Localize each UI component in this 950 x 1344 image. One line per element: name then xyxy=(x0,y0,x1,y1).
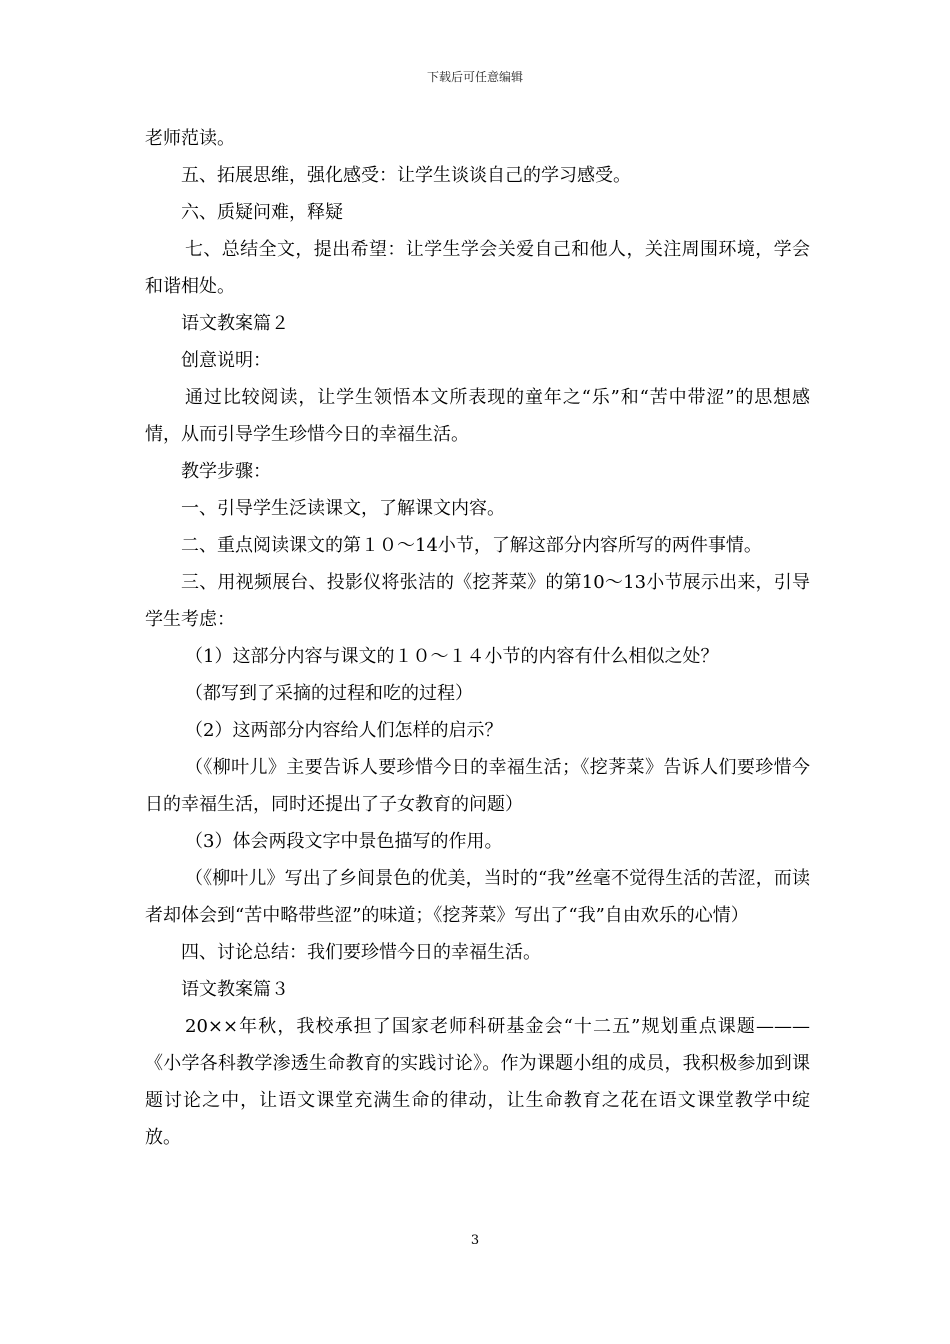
paragraph-section-3-text: 20××年秋，我校承担了国家老师科研基金会“十二五”规划重点课题———《小学各科教学渗透生命教育的实践讨论》。作为课题小组的成员，我积极参加到课题讨论之中，让语文课堂充满生命的律动，让生命教育之花在语文课堂教学中绽放。 xyxy=(145,1016,810,1148)
paragraph-creative-label: 创意说明： xyxy=(181,350,271,371)
page-number: 3 xyxy=(470,1233,480,1248)
section-heading-3: 语文教案篇３ xyxy=(181,979,289,1000)
paragraph-step-7: 七、总结全文，提出希望：让学生学会关爱自己和他人，关注周围环境，学会和谐相处。 xyxy=(145,239,810,297)
paragraph-step-4: 四、讨论总结：我们要珍惜今日的幸福生活。 xyxy=(181,942,541,963)
paragraph-answer-2: （《柳叶儿》主要告诉人要珍惜今日的幸福生活；《挖荠菜》告诉人们要珍惜今日的幸福生活，同时还提出了子女教育的问题） xyxy=(145,757,810,815)
paragraph-step-5: 五、拓展思维，强化感受：让学生谈谈自己的学习感受。 xyxy=(181,165,631,186)
paragraph-step-3: 三、用视频展台、投影仪将张洁的《挖荠菜》的第10～13小节展示出来，引导学生考虑： xyxy=(145,572,810,630)
paragraph-answer-3: （《柳叶儿》写出了乡间景色的优美，当时的“我”丝毫不觉得生活的苦涩，而读者却体会到“苦中略带些涩”的味道；《挖荠菜》写出了“我”自由欢乐的心情） xyxy=(145,868,810,926)
paragraph-answer-1: （都写到了采摘的过程和吃的过程） xyxy=(185,683,473,704)
paragraph-step-1: 一、引导学生泛读课文，了解课文内容。 xyxy=(181,498,505,519)
paragraph-creative-text: 通过比较阅读，让学生领悟本文所表现的童年之“乐”和“苦中带涩”的思想感情，从而引导学生珍惜今日的幸福生活。 xyxy=(145,387,810,445)
section-heading-2: 语文教案篇２ xyxy=(181,313,289,334)
paragraph-continuation: 老师范读。 xyxy=(145,128,235,149)
page-header: 下载后可任意编辑 xyxy=(426,70,523,84)
paragraph-question-3: （3）体会两段文字中景色描写的作用。 xyxy=(185,831,503,852)
paragraph-steps-label: 教学步骤： xyxy=(181,461,271,482)
paragraph-step-2: 二、重点阅读课文的第１０～14小节，了解这部分内容所写的两件事情。 xyxy=(181,535,762,556)
document-body xyxy=(145,120,810,1156)
paragraph-question-2: （2）这两部分内容给人们怎样的启示？ xyxy=(185,720,503,741)
paragraph-question-1: （1）这部分内容与课文的１０～１４小节的内容有什么相似之处？ xyxy=(185,646,719,667)
paragraph-step-6: 六、质疑问难，释疑 xyxy=(181,202,343,223)
